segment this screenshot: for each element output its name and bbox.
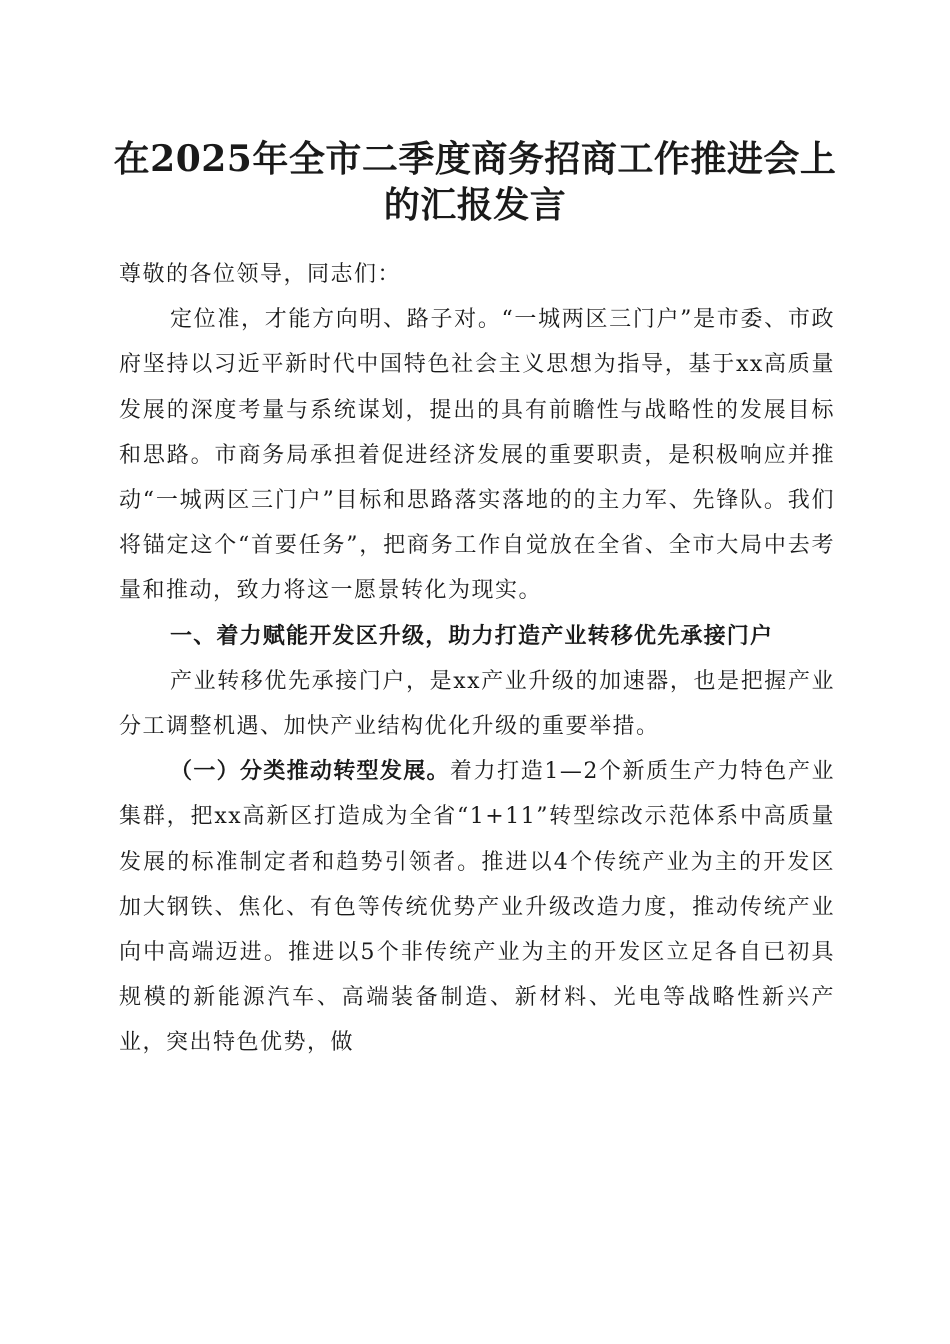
title-line-2: 的汇报发言 xyxy=(383,184,567,226)
title-line-1: 在2025年全市二季度商务招商工作推进会上 xyxy=(113,138,837,180)
subsection-text: 着力打造1—2个新质生产力特色产业集群，把xx高新区打造成为全省“1+11”转型综改示范体系中高质量发展的标准制定者和趋势引领者。推进以4个传统产业为主的开发区加大钢铁、焦化、有色等传统优势产业升级改造力度，推动传统产业向中高端迈进。推进以5个非传统产业为主的开发区立足各自已初具规模的新能源汽车、高端装备制造、新材料、光电等战略性新兴产业，突出特色优势，做 xyxy=(119,759,836,1056)
salutation: 尊敬的各位领导，同志们： xyxy=(119,262,402,287)
section-paragraph: 产业转移优先承接门户，是xx产业升级的加速器，也是把握产业分工调整机遇、加快产业结构优化升级的重要举措。 xyxy=(119,668,835,740)
subsection-heading: （一）分类推动转型发展。 xyxy=(170,759,450,785)
document-title xyxy=(90,136,860,228)
subsection-paragraph xyxy=(119,749,835,1065)
section-heading: 一、着力赋能开发区升级，助力打造产业转移优先承接门户 xyxy=(170,623,774,649)
document-body xyxy=(119,252,835,1066)
intro-paragraph: 定位准，才能方向明、路子对。“一城两区三门户”是市委、市政府坚持以习近平新时代中国特色社会主义思想为指导，基于xx高质量发展的深度考量与系统谋划，提出的具有前瞻性与战略性的发展目标和思路。市商务局承担着促进经济发展的重要职责，是积极响应并推动“一城两区三门户”目标和思路落实落地的的主力军、先锋队。我们将锚定这个“首要任务”，把商务工作自觉放在全省、全市大局中去考量和推动，致力将这一愿景转化为现实。 xyxy=(119,307,835,604)
